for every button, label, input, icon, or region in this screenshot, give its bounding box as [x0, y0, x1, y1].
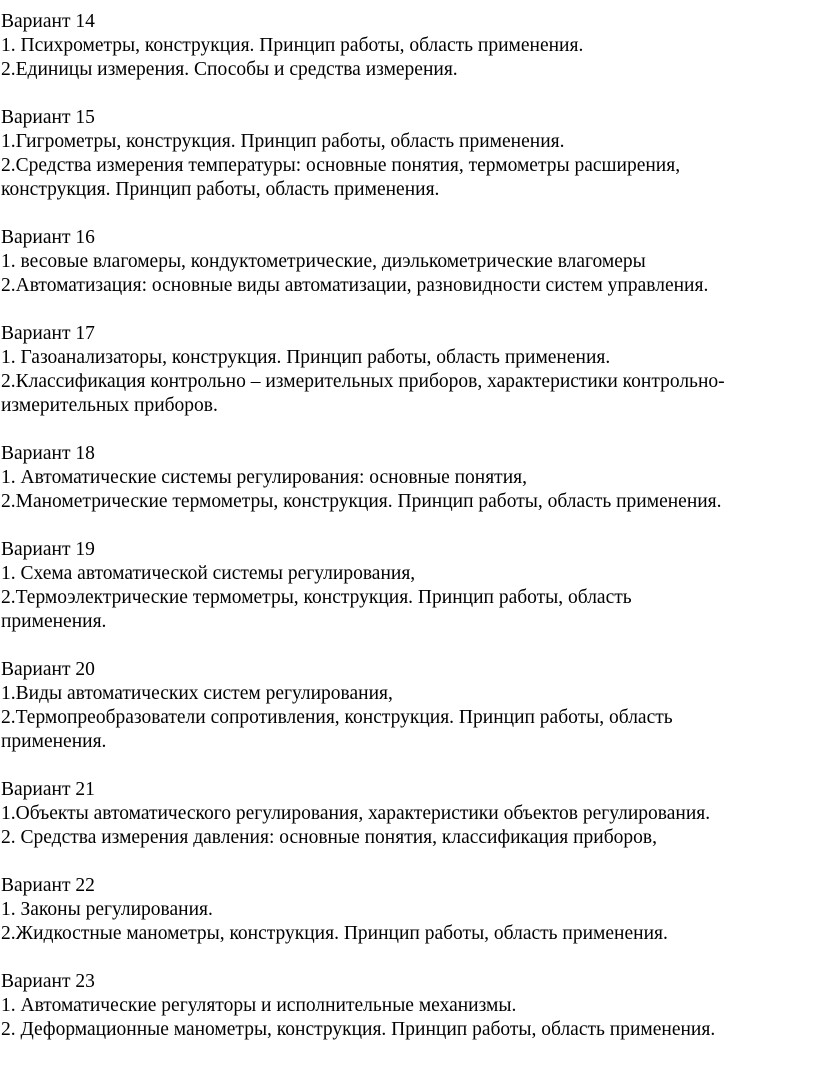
variant-21 — [1, 778, 816, 850]
variant-title: Вариант 18 — [1, 443, 95, 464]
question-1: 1.Виды автоматических систем регулирования, — [1, 683, 393, 704]
question-2-continued: конструкция. Принцип работы, область применения. — [1, 179, 440, 200]
question-2-continued: применения. — [1, 731, 107, 752]
variant-14 — [1, 10, 816, 82]
variant-title: Вариант 22 — [1, 875, 95, 896]
question-2: 2.Автоматизация: основные виды автоматизации, разновидности систем управления. — [1, 275, 709, 296]
variant-title: Вариант 20 — [1, 659, 95, 680]
question-2-continued: измерительных приборов. — [1, 395, 218, 416]
question-1: 1. Психрометры, конструкция. Принцип работы, область применения. — [1, 35, 584, 56]
variant-title: Вариант 14 — [1, 11, 95, 32]
question-2: 2.Манометрические термометры, конструкция. Принцип работы, область применения. — [1, 491, 722, 512]
variant-17 — [1, 322, 816, 418]
question-2: 2.Термоэлектрические термометры, конструкция. Принцип работы, область — [1, 587, 632, 608]
question-1: 1.Гигрометры, конструкция. Принцип работы, область применения. — [1, 131, 565, 152]
variant-title: Вариант 19 — [1, 539, 95, 560]
question-1: 1. весовые влагомеры, кондуктометрические, диэлькометрические влагомеры — [1, 251, 646, 272]
variant-title: Вариант 16 — [1, 227, 95, 248]
question-1: 1. Автоматические регуляторы и исполнительные механизмы. — [1, 995, 517, 1016]
variant-18 — [1, 442, 816, 514]
question-2: 2.Единицы измерения. Способы и средства измерения. — [1, 59, 458, 80]
question-1: 1. Автоматические системы регулирования: основные понятия, — [1, 467, 527, 488]
variant-23 — [1, 970, 816, 1042]
variant-20 — [1, 658, 816, 754]
variant-title: Вариант 21 — [1, 779, 95, 800]
question-2-continued: применения. — [1, 611, 107, 632]
question-1: 1. Схема автоматической системы регулирования, — [1, 563, 416, 584]
question-2: 2.Термопреобразователи сопротивления, конструкция. Принцип работы, область — [1, 707, 673, 728]
variant-title: Вариант 23 — [1, 971, 95, 992]
variant-title: Вариант 15 — [1, 107, 95, 128]
question-2: 2.Средства измерения температуры: основные понятия, термометры расширения, — [1, 155, 681, 176]
question-2: 2.Классификация контрольно – измерительных приборов, характеристики контрольно- — [1, 371, 725, 392]
variant-15 — [1, 106, 816, 202]
question-1: 1. Законы регулирования. — [1, 899, 213, 920]
variant-title: Вариант 17 — [1, 323, 95, 344]
question-1: 1.Объекты автоматического регулирования, характеристики объектов регулирования. — [1, 803, 711, 824]
variant-19 — [1, 538, 816, 634]
variant-22 — [1, 874, 816, 946]
question-2: 2.Жидкостные манометры, конструкция. Принцип работы, область применения. — [1, 923, 668, 944]
question-2: 2. Средства измерения давления: основные понятия, классификация приборов, — [1, 827, 657, 848]
question-2: 2. Деформационные манометры, конструкция. Принцип работы, область применения. — [1, 1019, 716, 1040]
variant-16 — [1, 226, 816, 298]
question-1: 1. Газоанализаторы, конструкция. Принцип работы, область применения. — [1, 347, 611, 368]
